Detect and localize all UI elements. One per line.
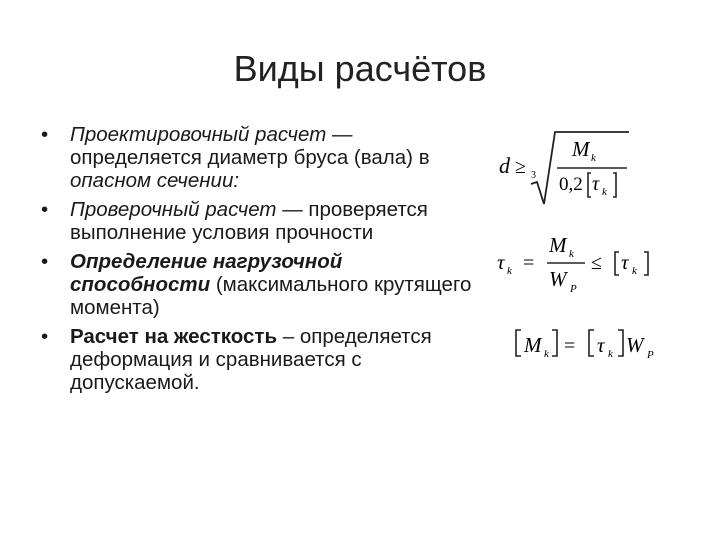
bracket-right bbox=[644, 252, 648, 275]
formula-subscript: P bbox=[647, 349, 654, 361]
bullet-item bbox=[40, 325, 480, 394]
bullet-lead: Проектировочный расчет bbox=[70, 123, 327, 146]
bullet-emphasis: опасном сечении: bbox=[70, 169, 240, 192]
formula-relation: ≥ bbox=[515, 156, 526, 178]
bullet-text: — определяется диаметр бруса (вала) в bbox=[70, 123, 430, 169]
bracket-left bbox=[615, 252, 619, 275]
bullet-marker: • bbox=[41, 250, 49, 273]
bracket-right bbox=[618, 330, 623, 356]
formula-equals: = bbox=[564, 335, 576, 357]
formula-coefficient: 0,2 bbox=[559, 174, 583, 195]
bullet-marker: • bbox=[41, 325, 49, 348]
formula-subscript: k bbox=[602, 186, 607, 198]
formula-equals: = bbox=[523, 252, 535, 274]
formula-subscript: k bbox=[632, 265, 637, 277]
formula-symbol: M bbox=[572, 137, 590, 161]
formula-subscript: k bbox=[569, 248, 574, 260]
formula-symbol: d bbox=[499, 153, 510, 178]
bullet-marker: • bbox=[41, 198, 49, 221]
formula-symbol: M bbox=[549, 233, 567, 257]
bullet-lead: Определение нагрузочной способности bbox=[70, 250, 343, 296]
formula-symbol: τ bbox=[597, 333, 605, 357]
bullet-marker: • bbox=[41, 123, 49, 146]
bracket-left bbox=[588, 173, 591, 197]
bracket-left bbox=[589, 330, 594, 356]
bracket-left bbox=[516, 330, 521, 356]
formula-check bbox=[495, 228, 675, 298]
bullet-item bbox=[40, 123, 480, 192]
bullet-lead: Проверочный расчет bbox=[70, 198, 277, 221]
bullet-text: – определяется деформация и сравнивается с допускаемой. bbox=[70, 325, 432, 394]
formula-load-capacity bbox=[512, 322, 682, 372]
bullet-item bbox=[40, 198, 480, 244]
formula-symbol: τ bbox=[592, 173, 600, 195]
formula-design bbox=[495, 128, 665, 208]
formula-subscript: P bbox=[570, 283, 577, 295]
formula-subscript: k bbox=[507, 265, 512, 277]
bracket-right bbox=[613, 173, 616, 197]
formula-subscript: k bbox=[544, 348, 549, 360]
slide-title: Виды расчётов bbox=[233, 48, 487, 89]
formula-subscript: k bbox=[591, 152, 596, 164]
bullet-list bbox=[40, 123, 480, 400]
formula-symbol: τ bbox=[497, 250, 505, 274]
formula-symbol: M bbox=[524, 333, 542, 357]
formula-symbol: τ bbox=[621, 250, 629, 274]
formula-symbol: W bbox=[549, 267, 567, 291]
formula-symbol: W bbox=[626, 333, 644, 357]
formula-subscript: k bbox=[608, 348, 613, 360]
root-index: 3 bbox=[531, 170, 536, 181]
bullet-item bbox=[40, 250, 480, 319]
formula-relation: ≤ bbox=[591, 252, 602, 274]
bullet-text: (максимального крутящего момента) bbox=[70, 273, 472, 319]
bracket-right bbox=[552, 330, 557, 356]
bullet-lead: Расчет на жесткость bbox=[70, 325, 278, 348]
bullet-text: — проверяется выполнение условия прочности bbox=[70, 198, 428, 244]
